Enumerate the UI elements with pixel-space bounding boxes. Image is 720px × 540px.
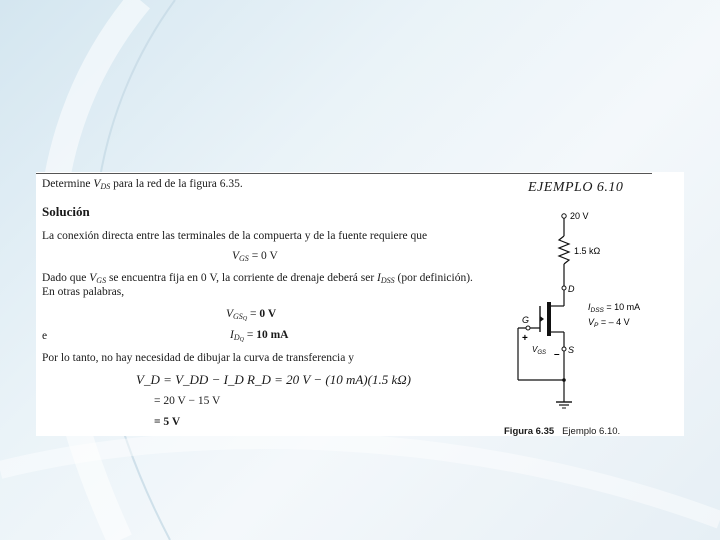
gate-node xyxy=(526,326,530,330)
vgs-plus: + xyxy=(522,333,528,344)
problem-text-end: para la red de la figura 6.35. xyxy=(110,178,243,190)
p2-start: Dado que xyxy=(42,272,90,284)
solution-paragraph-1: La conexión directa entre las terminales de la compuerta y de la fuente requiere que xyxy=(42,230,428,242)
problem-statement xyxy=(42,178,243,193)
example-label: EJEMPLO 6.10 xyxy=(528,180,624,195)
eq3-sub: D xyxy=(233,333,240,342)
eq2-subsub: Q xyxy=(242,316,248,322)
p2-variable-sub: GS xyxy=(96,276,107,285)
p2-middle: se encuentra fija en 0 V, la corriente de drenaje deberá ser xyxy=(106,272,378,284)
drain-resistor xyxy=(559,236,569,264)
solution-paragraph-2 xyxy=(42,272,473,287)
jfet-channel xyxy=(547,302,551,336)
problem-variable: V xyxy=(93,178,101,190)
drain-node xyxy=(562,286,566,290)
eq1-variable: V xyxy=(232,250,240,262)
vdd-label: 20 V xyxy=(570,211,589,221)
vgs-minus: – xyxy=(554,349,560,360)
eq2-variable: V xyxy=(226,308,234,320)
equation-vd: V_D = V_DD − I_D R_D = 20 V − (10 mA)(1.5 kΩ) xyxy=(136,372,411,387)
problem-variable-sub: DS xyxy=(100,182,111,191)
idss-parameter: $I_{DSS} = 10$ mA xyxy=(588,302,641,314)
junction-dot xyxy=(562,378,566,382)
eq3-rhs: 10 mA xyxy=(256,329,289,341)
equation-vgsq: $V_{GS_Q} = 0$ V xyxy=(226,308,277,322)
drain-label: D xyxy=(568,284,575,294)
equation-vd-result: = 5 V xyxy=(154,416,181,428)
equation-vgs-zero xyxy=(232,250,278,265)
gate-arrow xyxy=(540,316,544,322)
figure-caption-text: Ejemplo 6.10. xyxy=(562,426,621,437)
eq2-rhs: 0 V xyxy=(259,308,277,320)
eq1-sub: GS xyxy=(239,254,249,263)
vp-parameter: $V_P$ = – 4 V xyxy=(588,317,630,329)
jfet-circuit-diagram xyxy=(500,206,680,416)
solution-heading: Solución xyxy=(42,204,90,219)
eq3-variable: I xyxy=(230,329,234,341)
equation-idq: $I_{D_Q} = 10$ mA xyxy=(230,329,289,343)
problem-text-start: Determine xyxy=(42,178,94,190)
equation-vd-step: = 20 V − 15 V xyxy=(154,395,221,407)
source-label: S xyxy=(568,345,575,355)
solution-paragraph-3: En otras palabras, xyxy=(42,286,125,298)
solution-paragraph-4: Por lo tanto, no hay necesidad de dibujar la curva de transferencia y xyxy=(42,352,354,364)
p2-variable: V xyxy=(89,272,97,284)
eq3-prefix: e xyxy=(42,330,48,342)
resistor-label: 1.5 kΩ xyxy=(574,246,601,256)
figure-number: Figura 6.35 xyxy=(504,426,555,437)
textbook-scan xyxy=(36,172,684,436)
eq3-subsub: Q xyxy=(239,337,244,343)
scan-top-rule xyxy=(36,173,652,174)
p2-variable-2-sub: DSS xyxy=(380,276,395,285)
source-node xyxy=(562,347,566,351)
vgs-label: $V_{GS}$ xyxy=(532,345,547,356)
eq2-sub: GS xyxy=(233,312,243,321)
figure-caption xyxy=(504,426,620,437)
eq1-rhs: = 0 V xyxy=(248,250,278,262)
vdd-terminal xyxy=(562,214,566,218)
gate-label: G xyxy=(522,315,530,325)
p2-end: (por definición). xyxy=(394,272,473,284)
p2-variable-2: I xyxy=(377,272,381,284)
